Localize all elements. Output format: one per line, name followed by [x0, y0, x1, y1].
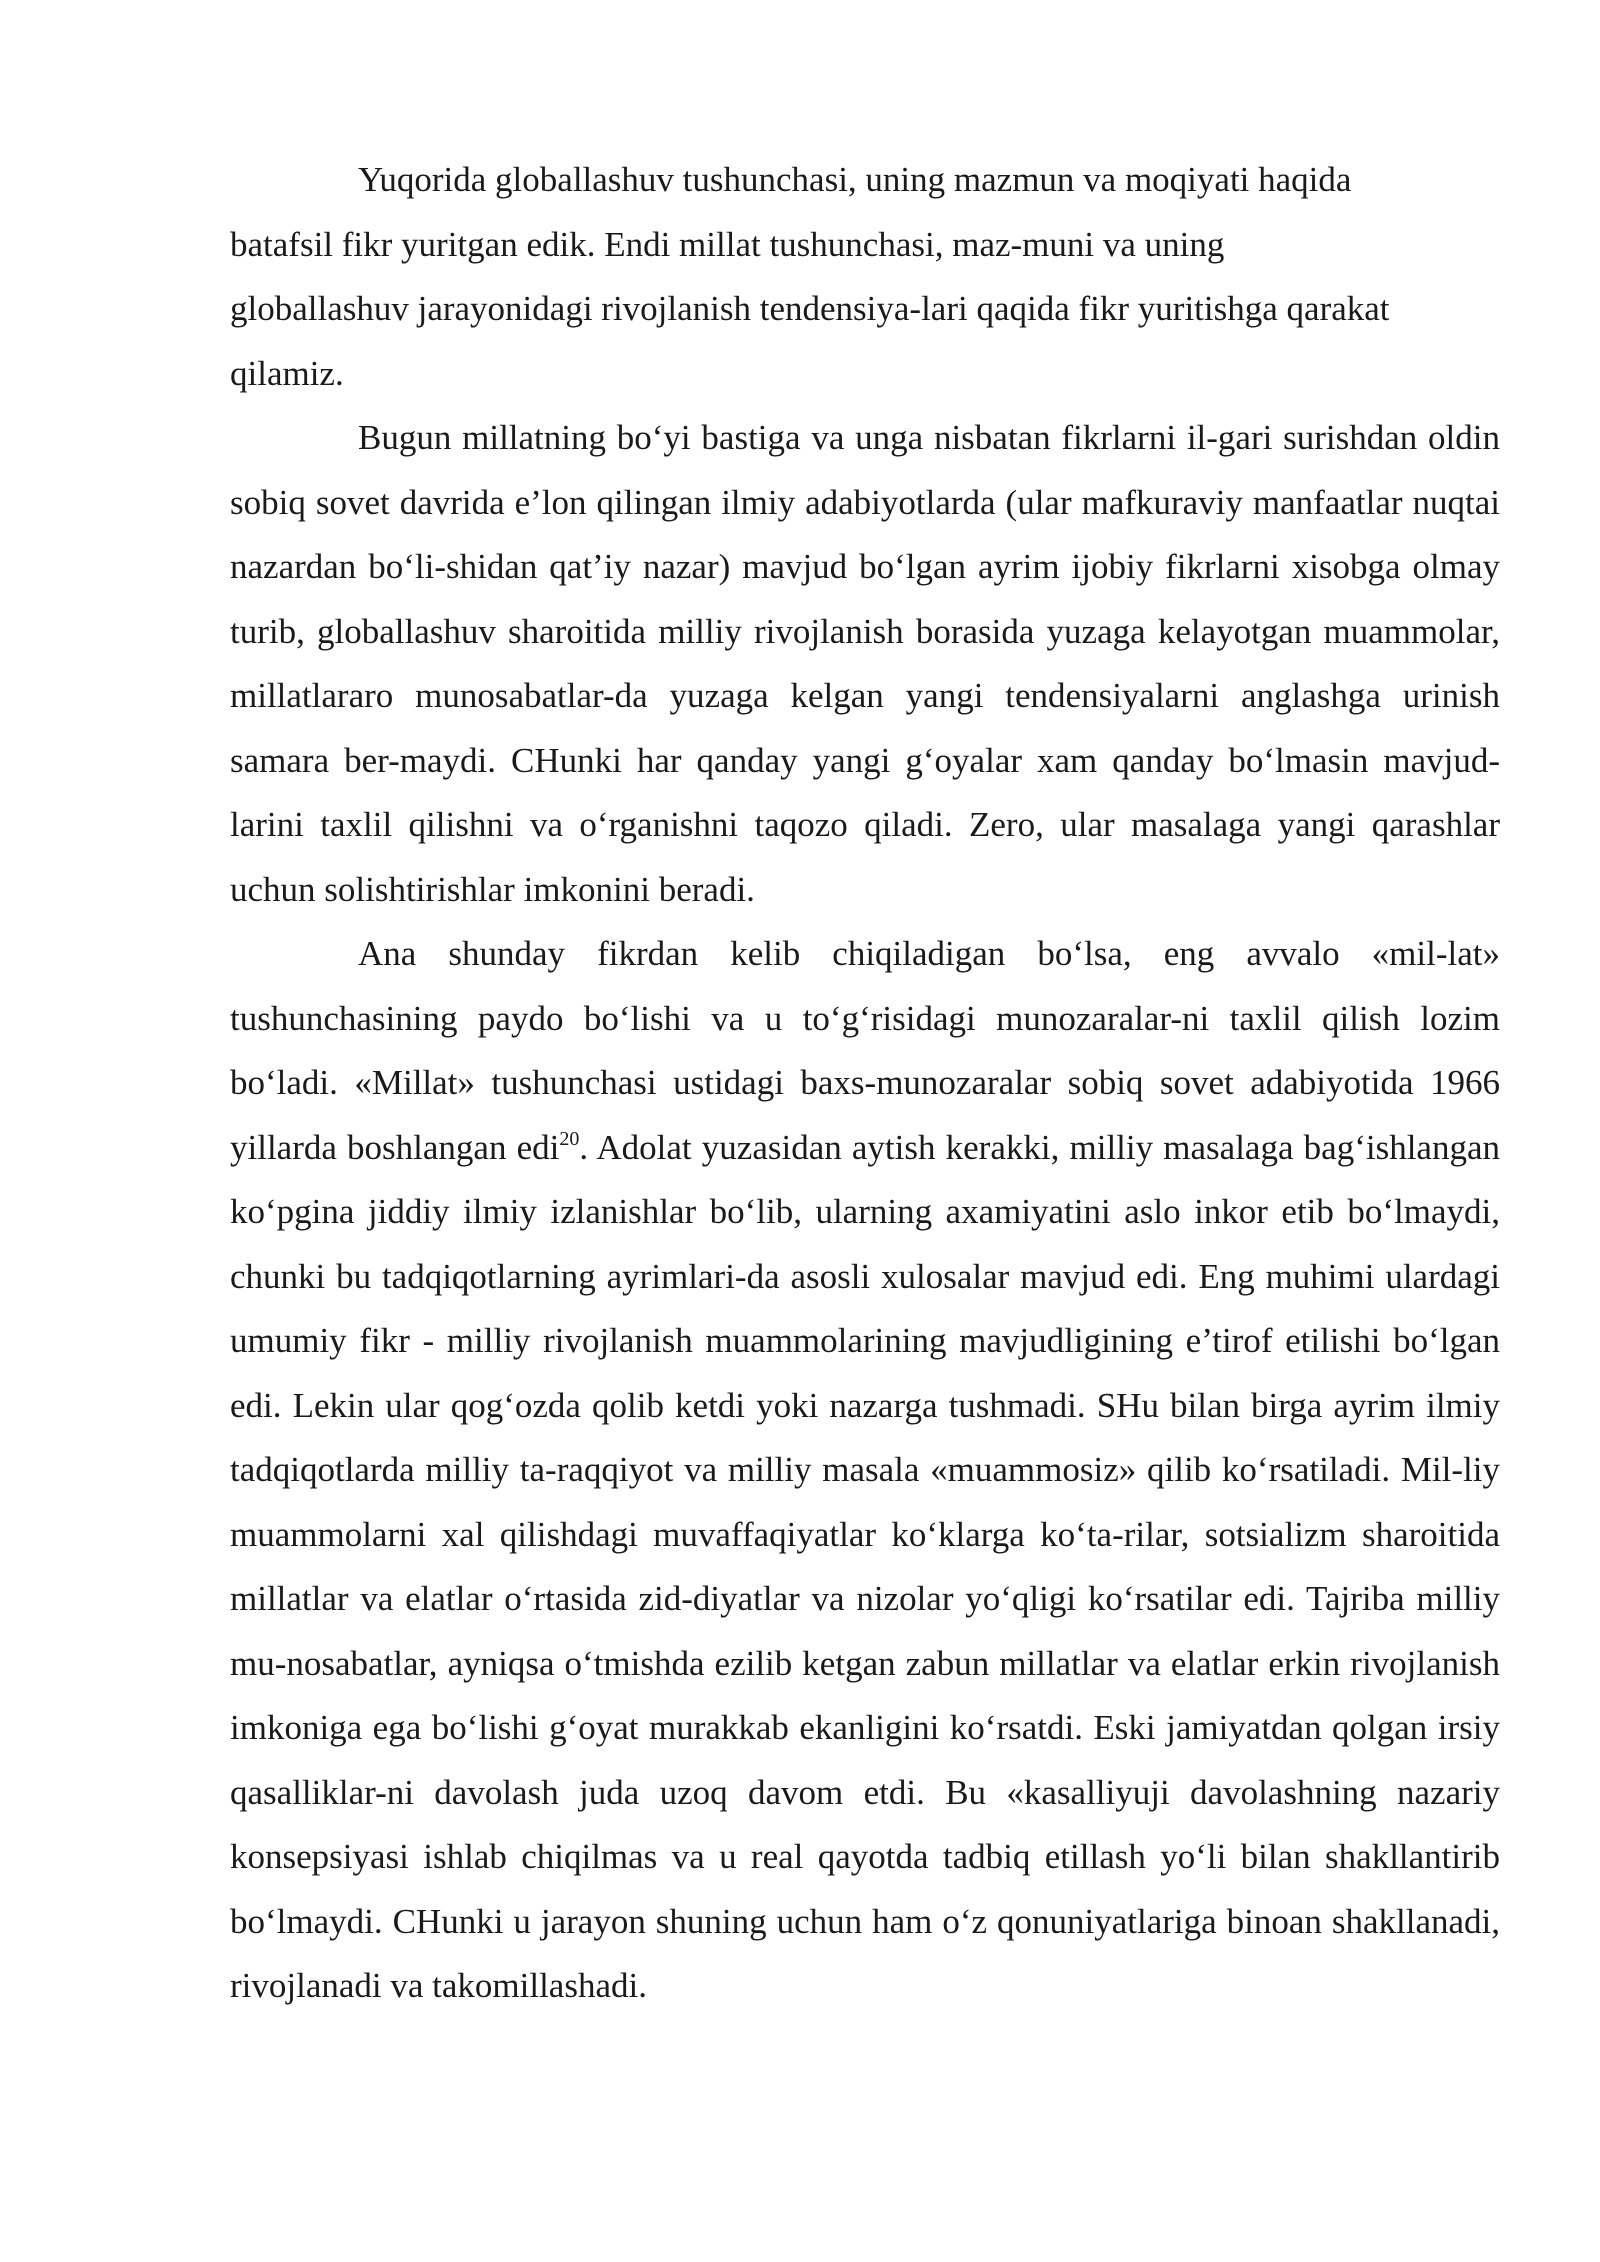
paragraph-1 [230, 148, 1500, 406]
paragraph-3-text-after-footnote: . Adolat yuzasidan aytish kerakki, milliy masalaga bag‘ishlangan ko‘pgina jiddiy ilmiy izlanishlar bo‘lib, ularning axamiyatini aslo inkor etib bo‘lmaydi, chunki bu tadqiqotlarning ayrimlari-da asosli xulosalar mavjud edi. Eng muhimi ulardagi umumiy fikr - milliy rivojlanish muammolarining mavjudligining e’tirof etilishi bo‘lgan edi. Lekin ular qog‘ozda qolib ketdi yoki nazarga tushmadi. SHu bilan birga ayrim ilmiy tadqiqotlarda milliy ta-raqqiyot va milliy masala «muammosiz» qilib ko‘rsatiladi. Mil-liy muammolarni xal qilishdagi muvaffaqiyatlar ko‘klarga ko‘ta-rilar, sotsializm sharoitida millatlar va elatlar o‘rtasida zid-diyatlar va nizolar yo‘qligi ko‘rsatilar edi. Tajriba milliy mu-nosabatlar, ayniqsa o‘tmishda ezilib ketgan zabun millatlar va elatlar erkin rivojlanish imkoniga ega bo‘lishi g‘oyat murakkab ekanligini ko‘rsatdi. Eski jamiyatdan qolgan irsiy qasalliklar-ni davolash juda uzoq davom etdi. Bu «kasalliyuji davolashning nazariy konsepsiyasi ishlab chiqilmas va u real qayotda tadbiq etillash yo‘li bilan shakllantirib bo‘lmaydi. CHunki u jarayon shuning uchun ham o‘z qonuniyatlariga binoan shakllanadi, rivojlanadi va takomillashadi. [230, 1127, 1500, 2005]
paragraph-1-line: Yuqorida globallashuv tushunchasi, uning mazmun va moqiyati haqida [358, 160, 1352, 199]
body-text [230, 148, 1500, 2019]
paragraph-1-line: batafsil fikr yuritgan edik. Endi millat tushunchasi, maz-muni va uning [230, 224, 1225, 264]
footnote-reference: 20 [559, 1127, 580, 1150]
paragraph-2: Bugun millatning bo‘yi bastiga va unga nisbatan fikrlarni il-gari surishdan oldin sobiq sovet davrida e’lon qilingan ilmiy adabiyotlarda (ular mafkuraviy manfaatlar nuqtai nazardan bo‘li-shidan qat’iy nazar) mavjud bo‘lgan ayrim ijobiy fikrlarni xisobga olmay turib, globallashuv sharoitida milliy rivojlanish borasida yuzaga kelayotgan muammolar, millatlararo munosabatlar-da yuzaga kelgan yangi tendensiyalarni anglashga urinish samara ber-maydi. CHunki har qanday yangi g‘oyalar xam qanday bo‘lmasin mavjud-larini taxlil qilishni va o‘rganishni taqozo qiladi. Zero, ular masalaga yangi qarashlar uchun solishtirishlar imkonini beradi. [230, 418, 1500, 909]
paragraph-3-text-before-footnote: Ana shunday fikrdan kelib chiqiladigan bo‘lsa, eng avvalo «mil-lat» tushunchasining paydo bo‘lishi va u to‘g‘risidagi munozaralar-ni taxlil qilish lozim bo‘ladi. «Millat» tushunchasi ustidagi baxs-munozaralar sobiq sovet adabiyotida 1966 yillarda boshlangan edi [230, 934, 1500, 1167]
paragraph-1-line: globallashuv jarayonidagi rivojlanish tendensiya-lari qaqida fikr yuritishga qarakat [230, 289, 1390, 328]
paragraph-1-line: qilamiz. [230, 353, 344, 393]
paragraph-3 [230, 922, 1500, 2019]
